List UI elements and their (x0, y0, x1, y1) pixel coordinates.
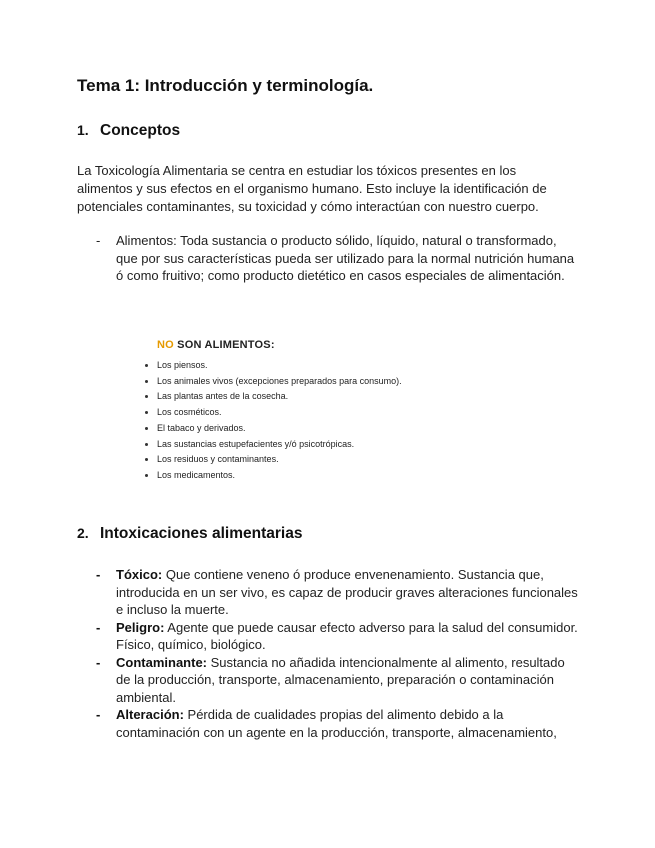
section-heading-text: Conceptos (100, 122, 181, 139)
definition-item (77, 619, 582, 654)
dash-marker: - (96, 233, 101, 248)
definition-item (77, 654, 582, 707)
dash-marker: - (96, 619, 101, 635)
section-heading-intoxicaciones (77, 525, 302, 543)
not-food-list (143, 358, 443, 484)
not-food-highlight: NO (157, 339, 174, 351)
list-item-text: Alimentos: Toda sustancia o producto sólido, líquido, natural o transformado, que por sus características pueda ser utilizado para la normal nutrición humana ó como fruitivo; como producto dietético en casos especiales de alimentación. (116, 233, 575, 283)
page-title: Tema 1: Introducción y terminología. (77, 76, 374, 95)
definition-item (77, 706, 582, 741)
concepts-list (77, 232, 577, 285)
dash-marker: - (96, 567, 101, 582)
definition-term: Tóxico: (116, 567, 163, 582)
definition-text: Que contiene veneno ó produce envenenamiento. Sustancia que, introducida en un ser vivo, es capaz de producir graves alteraciones funcionales e incluso la muerte. (116, 567, 578, 617)
dash-marker: - (96, 707, 101, 722)
list-item: Los cosméticos. (143, 405, 443, 421)
list-item: Los residuos y contaminantes. (143, 452, 443, 468)
dash-marker: - (96, 654, 101, 670)
list-item: Los piensos. (143, 358, 443, 374)
list-item: Los medicamentos. (143, 468, 443, 484)
definition-text: Sustancia no añadida intencionalmente al alimento, resultado de la producción, transporte, almacenamiento, preparación o contaminación ambiental. (116, 654, 565, 705)
list-item: Los animales vivos (excepciones preparados para consumo). (143, 374, 443, 390)
section-number: 2. (77, 525, 89, 541)
definition-text: Agente que puede causar efecto adverso para la salud del consumidor. Físico, químico, biológico. (116, 619, 578, 652)
definition-term: Peligro: (116, 619, 165, 635)
list-item: Las plantas antes de la cosecha. (143, 389, 443, 405)
intro-paragraph: La Toxicología Alimentaria se centra en estudiar los tóxicos presentes en los alimentos y sus efectos en el organismo humano. Esto incluye la identificación de potenciales contaminantes, su toxicidad y cómo interactúan con nuestro cuerpo. (77, 163, 547, 214)
section-heading-conceptos (77, 122, 180, 140)
not-food-title (157, 339, 443, 351)
not-food-title-rest: SON ALIMENTOS: (173, 339, 275, 351)
section-number: 1. (77, 122, 89, 138)
not-food-figure (143, 339, 443, 484)
definition-term: Contaminante: (116, 654, 207, 670)
definition-term: Alteración: (116, 707, 184, 722)
list-item: Las sustancias estupefacientes y/ó psicotrópicas. (143, 437, 443, 453)
section-heading-text: Intoxicaciones alimentarias (100, 525, 303, 542)
list-item: El tabaco y derivados. (143, 421, 443, 437)
definition-item (77, 566, 582, 619)
list-item (77, 232, 577, 285)
definition-text: Pérdida de cualidades propias del alimento debido a la contaminación con un agente en la producción, transporte, almacenamiento, (116, 707, 557, 740)
definitions-list (77, 566, 582, 741)
